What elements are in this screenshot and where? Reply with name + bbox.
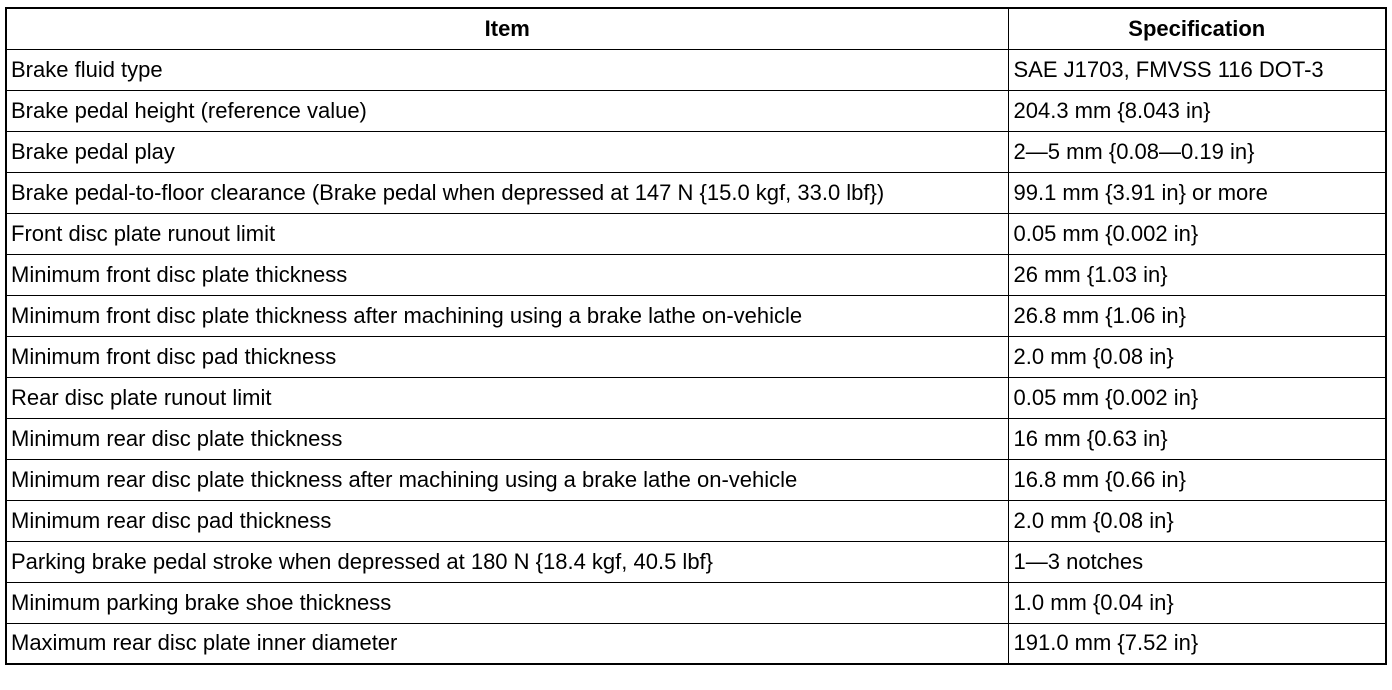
- table-row: [6, 254, 1386, 295]
- specification-cell: 1.0 mm {0.04 in}: [1008, 582, 1386, 623]
- specification-cell: 2.0 mm {0.08 in}: [1008, 336, 1386, 377]
- table-header-row: [6, 8, 1386, 49]
- specification-cell: 204.3 mm {8.043 in}: [1008, 90, 1386, 131]
- specification-column-header: Specification: [1008, 8, 1386, 49]
- table-row: [6, 623, 1386, 664]
- item-cell: Minimum rear disc pad thickness: [6, 500, 1008, 541]
- item-cell: Minimum front disc pad thickness: [6, 336, 1008, 377]
- specification-cell: 1—3 notches: [1008, 541, 1386, 582]
- specification-cell: SAE J1703, FMVSS 116 DOT-3: [1008, 49, 1386, 90]
- table-row: [6, 172, 1386, 213]
- specification-cell: 2.0 mm {0.08 in}: [1008, 500, 1386, 541]
- table-row: [6, 213, 1386, 254]
- brake-specification-table: [5, 7, 1387, 665]
- table-row: [6, 500, 1386, 541]
- item-cell: Minimum rear disc plate thickness after machining using a brake lathe on-vehicle: [6, 459, 1008, 500]
- table-row: [6, 295, 1386, 336]
- specification-cell: 26 mm {1.03 in}: [1008, 254, 1386, 295]
- item-cell: Minimum front disc plate thickness: [6, 254, 1008, 295]
- item-cell: Brake pedal height (reference value): [6, 90, 1008, 131]
- table-row: [6, 336, 1386, 377]
- item-cell: Front disc plate runout limit: [6, 213, 1008, 254]
- item-cell: Parking brake pedal stroke when depressed at 180 N {18.4 kgf, 40.5 lbf}: [6, 541, 1008, 582]
- specification-cell: 0.05 mm {0.002 in}: [1008, 213, 1386, 254]
- item-cell: Minimum parking brake shoe thickness: [6, 582, 1008, 623]
- item-cell: Brake pedal-to-floor clearance (Brake pedal when depressed at 147 N {15.0 kgf, 33.0 lbf}): [6, 172, 1008, 213]
- table-row: [6, 90, 1386, 131]
- item-cell: Minimum front disc plate thickness after machining using a brake lathe on-vehicle: [6, 295, 1008, 336]
- item-cell: Maximum rear disc plate inner diameter: [6, 623, 1008, 664]
- specification-cell: 191.0 mm {7.52 in}: [1008, 623, 1386, 664]
- table-row: [6, 582, 1386, 623]
- item-cell: Rear disc plate runout limit: [6, 377, 1008, 418]
- specification-cell: 99.1 mm {3.91 in} or more: [1008, 172, 1386, 213]
- table-row: [6, 541, 1386, 582]
- item-cell: Minimum rear disc plate thickness: [6, 418, 1008, 459]
- specification-cell: 2—5 mm {0.08—0.19 in}: [1008, 131, 1386, 172]
- item-cell: Brake fluid type: [6, 49, 1008, 90]
- table-row: [6, 459, 1386, 500]
- table-row: [6, 49, 1386, 90]
- item-cell: Brake pedal play: [6, 131, 1008, 172]
- table-row: [6, 377, 1386, 418]
- item-column-header: Item: [6, 8, 1008, 49]
- table-row: [6, 418, 1386, 459]
- specification-cell: 26.8 mm {1.06 in}: [1008, 295, 1386, 336]
- specification-cell: 16.8 mm {0.66 in}: [1008, 459, 1386, 500]
- specification-cell: 16 mm {0.63 in}: [1008, 418, 1386, 459]
- specification-cell: 0.05 mm {0.002 in}: [1008, 377, 1386, 418]
- table-row: [6, 131, 1386, 172]
